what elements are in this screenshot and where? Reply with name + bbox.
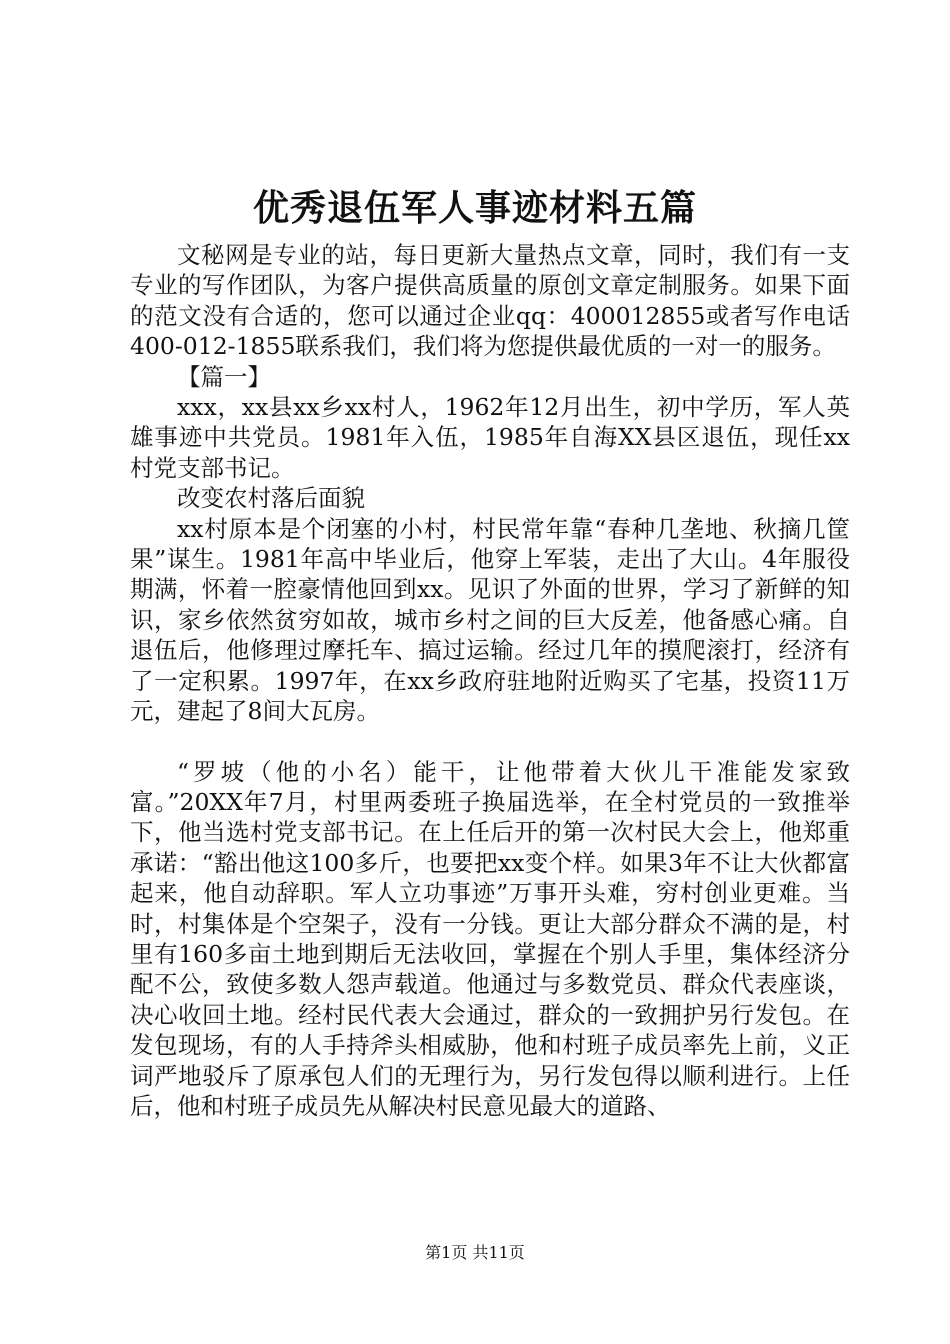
body-paragraph: xx村原本是个闭塞的小村，村民常年靠“春种几垄地、秋摘几筐果”谋生。1981年高中毕业后，他穿上军装，走出了大山。4年服役期满，怀着一腔豪情他回到xx。见识了外面的世界，学习了新鲜的知识，家乡依然贫穷如故，城市乡村之间的巨大反差，他备感心痛。自退伍后，他修理过摩托车、搞过运输。经过几年的摸爬滚打，经济有了一定积累。1997年，在xx乡政府驻地附近购买了宅基，投资11万元，建起了8间大瓦房。	[130, 514, 850, 726]
document-title: 优秀退伍军人事迹材料五篇	[252, 187, 697, 229]
section-heading: 【篇一】	[177, 362, 271, 391]
body-paragraph: xxx，xx县xx乡xx村人，1962年12月出生，初中学历，军人英雄事迹中共党员。1981年入伍，1985年自海XX县区退伍，现任xx村党支部书记。	[130, 393, 850, 482]
body-paragraph: “罗坡（他的小名）能干，让他带着大伙儿干准能发家致富。”20XX年7月，村里两委班子换届选举，在全村党员的一致推举下，他当选村党支部书记。在上任后开的第一次村民大会上，他郑重承诺：“豁出他这100多斤，也要把xx变个样。如果3年不让大伙都富起来，他自动辞职。军人立功事迹”万事开头难，穷村创业更难。当时，村集体是个空架子，没有一分钱。更让大部分群众不满的是，村里有160多亩土地到期后无法收回，掌握在个别人手里，集体经济分配不公，致使多数人怨声载道。他通过与多数党员、群众代表座谈，决心收回土地。经村民代表大会通过，群众的一致拥护另行发包。在发包现场，有的人手持斧头相威胁，他和村班子成员率先上前，义正词严地驳斥了原承包人们的无理行为，另行发包得以顺利进行。上任后，他和村班子成员先从解决村民意见最大的道路、	[130, 757, 850, 1120]
subheading: 改变农村落后面貌	[177, 484, 365, 513]
page-number: 第1页 共11页	[425, 1243, 525, 1262]
document-body	[130, 240, 850, 1121]
intro-paragraph: 文秘网是专业的站，每日更新大量热点文章，同时，我们有一支专业的写作团队，为客户提供高质量的原创文章定制服务。如果下面的范文没有合适的，您可以通过企业qq：400012855或者写作电话400-012-1855联系我们，我们将为您提供最优质的一对一的服务。	[130, 241, 850, 361]
